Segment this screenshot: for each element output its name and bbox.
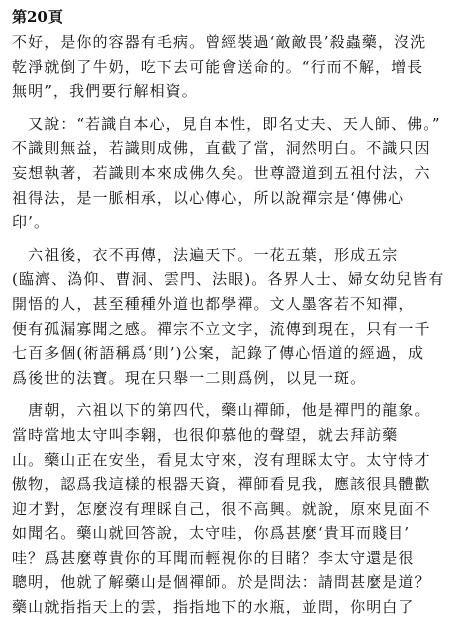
paragraph-1	[12, 30, 436, 104]
paragraph-3	[12, 243, 445, 391]
text-line: (臨濟、溈仰、曹洞、雲門、法眼)。各界人士、婦女幼兒皆有	[12, 270, 445, 289]
text-line: 藥山就指指天上的雲，指指地下的水瓶，並問，你明白了	[12, 598, 415, 617]
text-line: 七百多個(術語稱爲‘則’)公案，記錄了傳心悟道的經過，成	[12, 344, 425, 363]
text-line: 印’。	[12, 213, 51, 232]
text-line: 又說：“若識自本心，見自本性，即名丈夫、天人師、佛。”	[12, 114, 441, 133]
text-line: 開悟的人，甚至種種外道也都學禪。文人墨客若不知禪，	[12, 294, 415, 313]
page-number-header: 第20頁	[12, 8, 63, 26]
text-line: 不好，是你的容器有毛病。曾經裝過‘敵敵畏’殺蟲藥，沒洗	[12, 33, 427, 51]
text-line: 山。藥山正在安坐，看見太守來，沒有理睬太守。太守恃才	[12, 450, 431, 469]
text-line: 不識則無益，若識則成佛，直截了當，洞然明白。不識只因	[12, 139, 431, 158]
text-line: 便有孤漏寡聞之感。禪宗不立文字，流傳到現在，只有一千	[12, 319, 431, 338]
text-line: 無明”，我們要行解相資。	[12, 82, 198, 101]
paragraph-4	[12, 398, 436, 619]
text-line: 迎才對，怎麼沒有理睬自己，很不高興。就說，原來見面不	[12, 499, 431, 518]
text-line: 聰明，他就了解藥山是個禪師。於是問法：請問甚麼是道？	[12, 573, 431, 592]
text-line: 爲後世的法寶。現在只舉一二則爲例，以見一斑。	[12, 368, 367, 387]
text-line: 祖得法，是一脈相承，以心傳心，所以說禪宗是‘傳佛心	[12, 188, 405, 207]
text-line: 妄想執著，若識則本來成佛久矣。世尊證道到五祖付法，六	[12, 163, 431, 182]
text-line: 唐朝，六祖以下的第四代，藥山禪師，他是禪門的龍象。	[12, 401, 431, 420]
text-line: 哇？爲甚麼尊貴你的耳聞而輕視你的目睹？李太守還是很	[12, 548, 415, 567]
text-line: 傲物，認爲我這樣的根器天資，禪師看見我，應該很具體歡	[12, 475, 431, 494]
text-line: 六祖後，衣不再傳，法遍天下。一花五葉，形成五宗	[12, 245, 399, 264]
text-line: 乾淨就倒了牛奶，吃下去可能會送命的。“行而不解，增長	[12, 57, 424, 76]
paragraph-2	[12, 112, 441, 235]
text-line: 如聞名。藥山就回答說，太守哇，你爲甚麼‘貴耳而賤目’	[12, 524, 411, 543]
text-line: 當時當地太守叫李翱，也很仰慕他的聲望，就去拜訪藥	[12, 425, 399, 444]
